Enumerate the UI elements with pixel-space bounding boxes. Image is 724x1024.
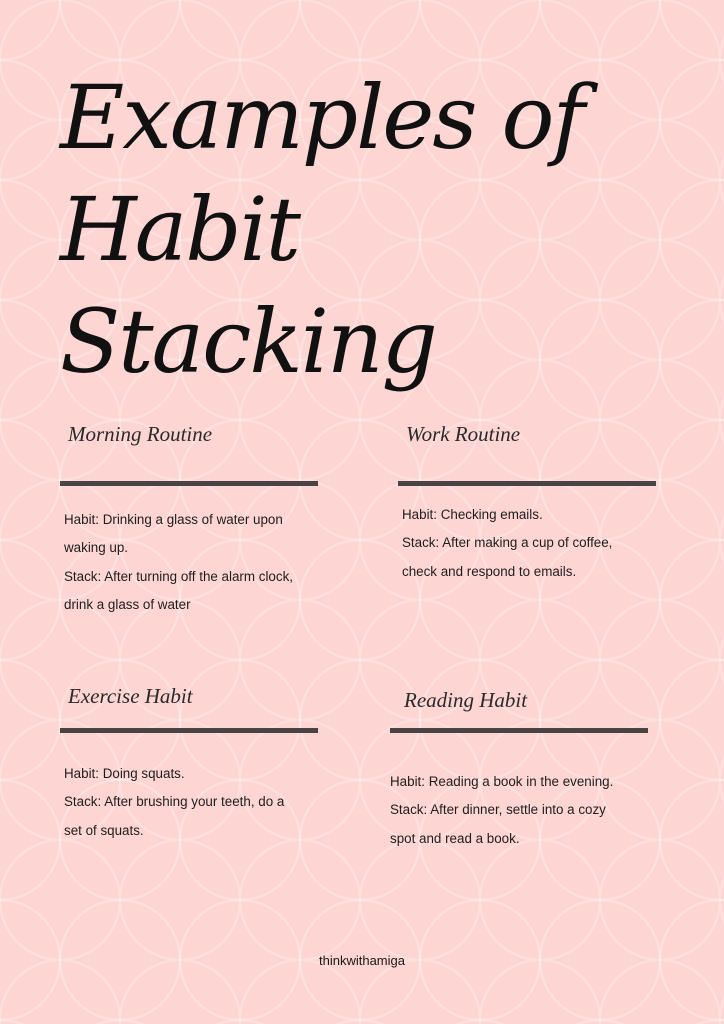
page-title [60,62,583,398]
stack-text: Stack: After turning off the alarm clock, drink a glass of water [64,568,293,613]
habit-text: Habit: Checking emails. [402,507,543,522]
section-reading-habit [390,686,652,846]
section-heading: Morning Routine [68,422,213,446]
habit-text: Habit: Doing squats. [64,766,185,781]
section-divider [60,481,318,486]
section-body [402,501,614,586]
habit-text: Habit: Drinking a glass of water upon waking up. [64,512,283,556]
section-heading: Reading Habit [404,688,528,712]
stack-text: Stack: After making a cup of coffee, check and respond to emails. [402,535,613,579]
section-body [390,768,618,853]
section-heading: Exercise Habit [68,684,193,708]
title-line-1: Examples of [60,66,584,169]
habit-text: Habit: Reading a book in the evening. [390,774,614,789]
section-morning-routine [60,420,322,613]
section-work-routine [398,420,660,579]
stack-text: Stack: After dinner, settle into a cozy spot and read a book. [390,802,606,846]
section-divider [398,481,656,486]
title-line-2: Habit [60,178,300,281]
section-divider [60,728,318,733]
stack-text: Stack: After brushing your teeth, do a set of squats. [64,794,285,838]
section-body [64,506,294,620]
title-line-3: Stacking [60,290,436,393]
footer-credit: thinkwithamiga [319,953,405,968]
section-body [64,760,304,845]
section-exercise-habit [60,682,322,838]
section-heading: Work Routine [406,422,521,446]
section-divider [390,728,648,733]
